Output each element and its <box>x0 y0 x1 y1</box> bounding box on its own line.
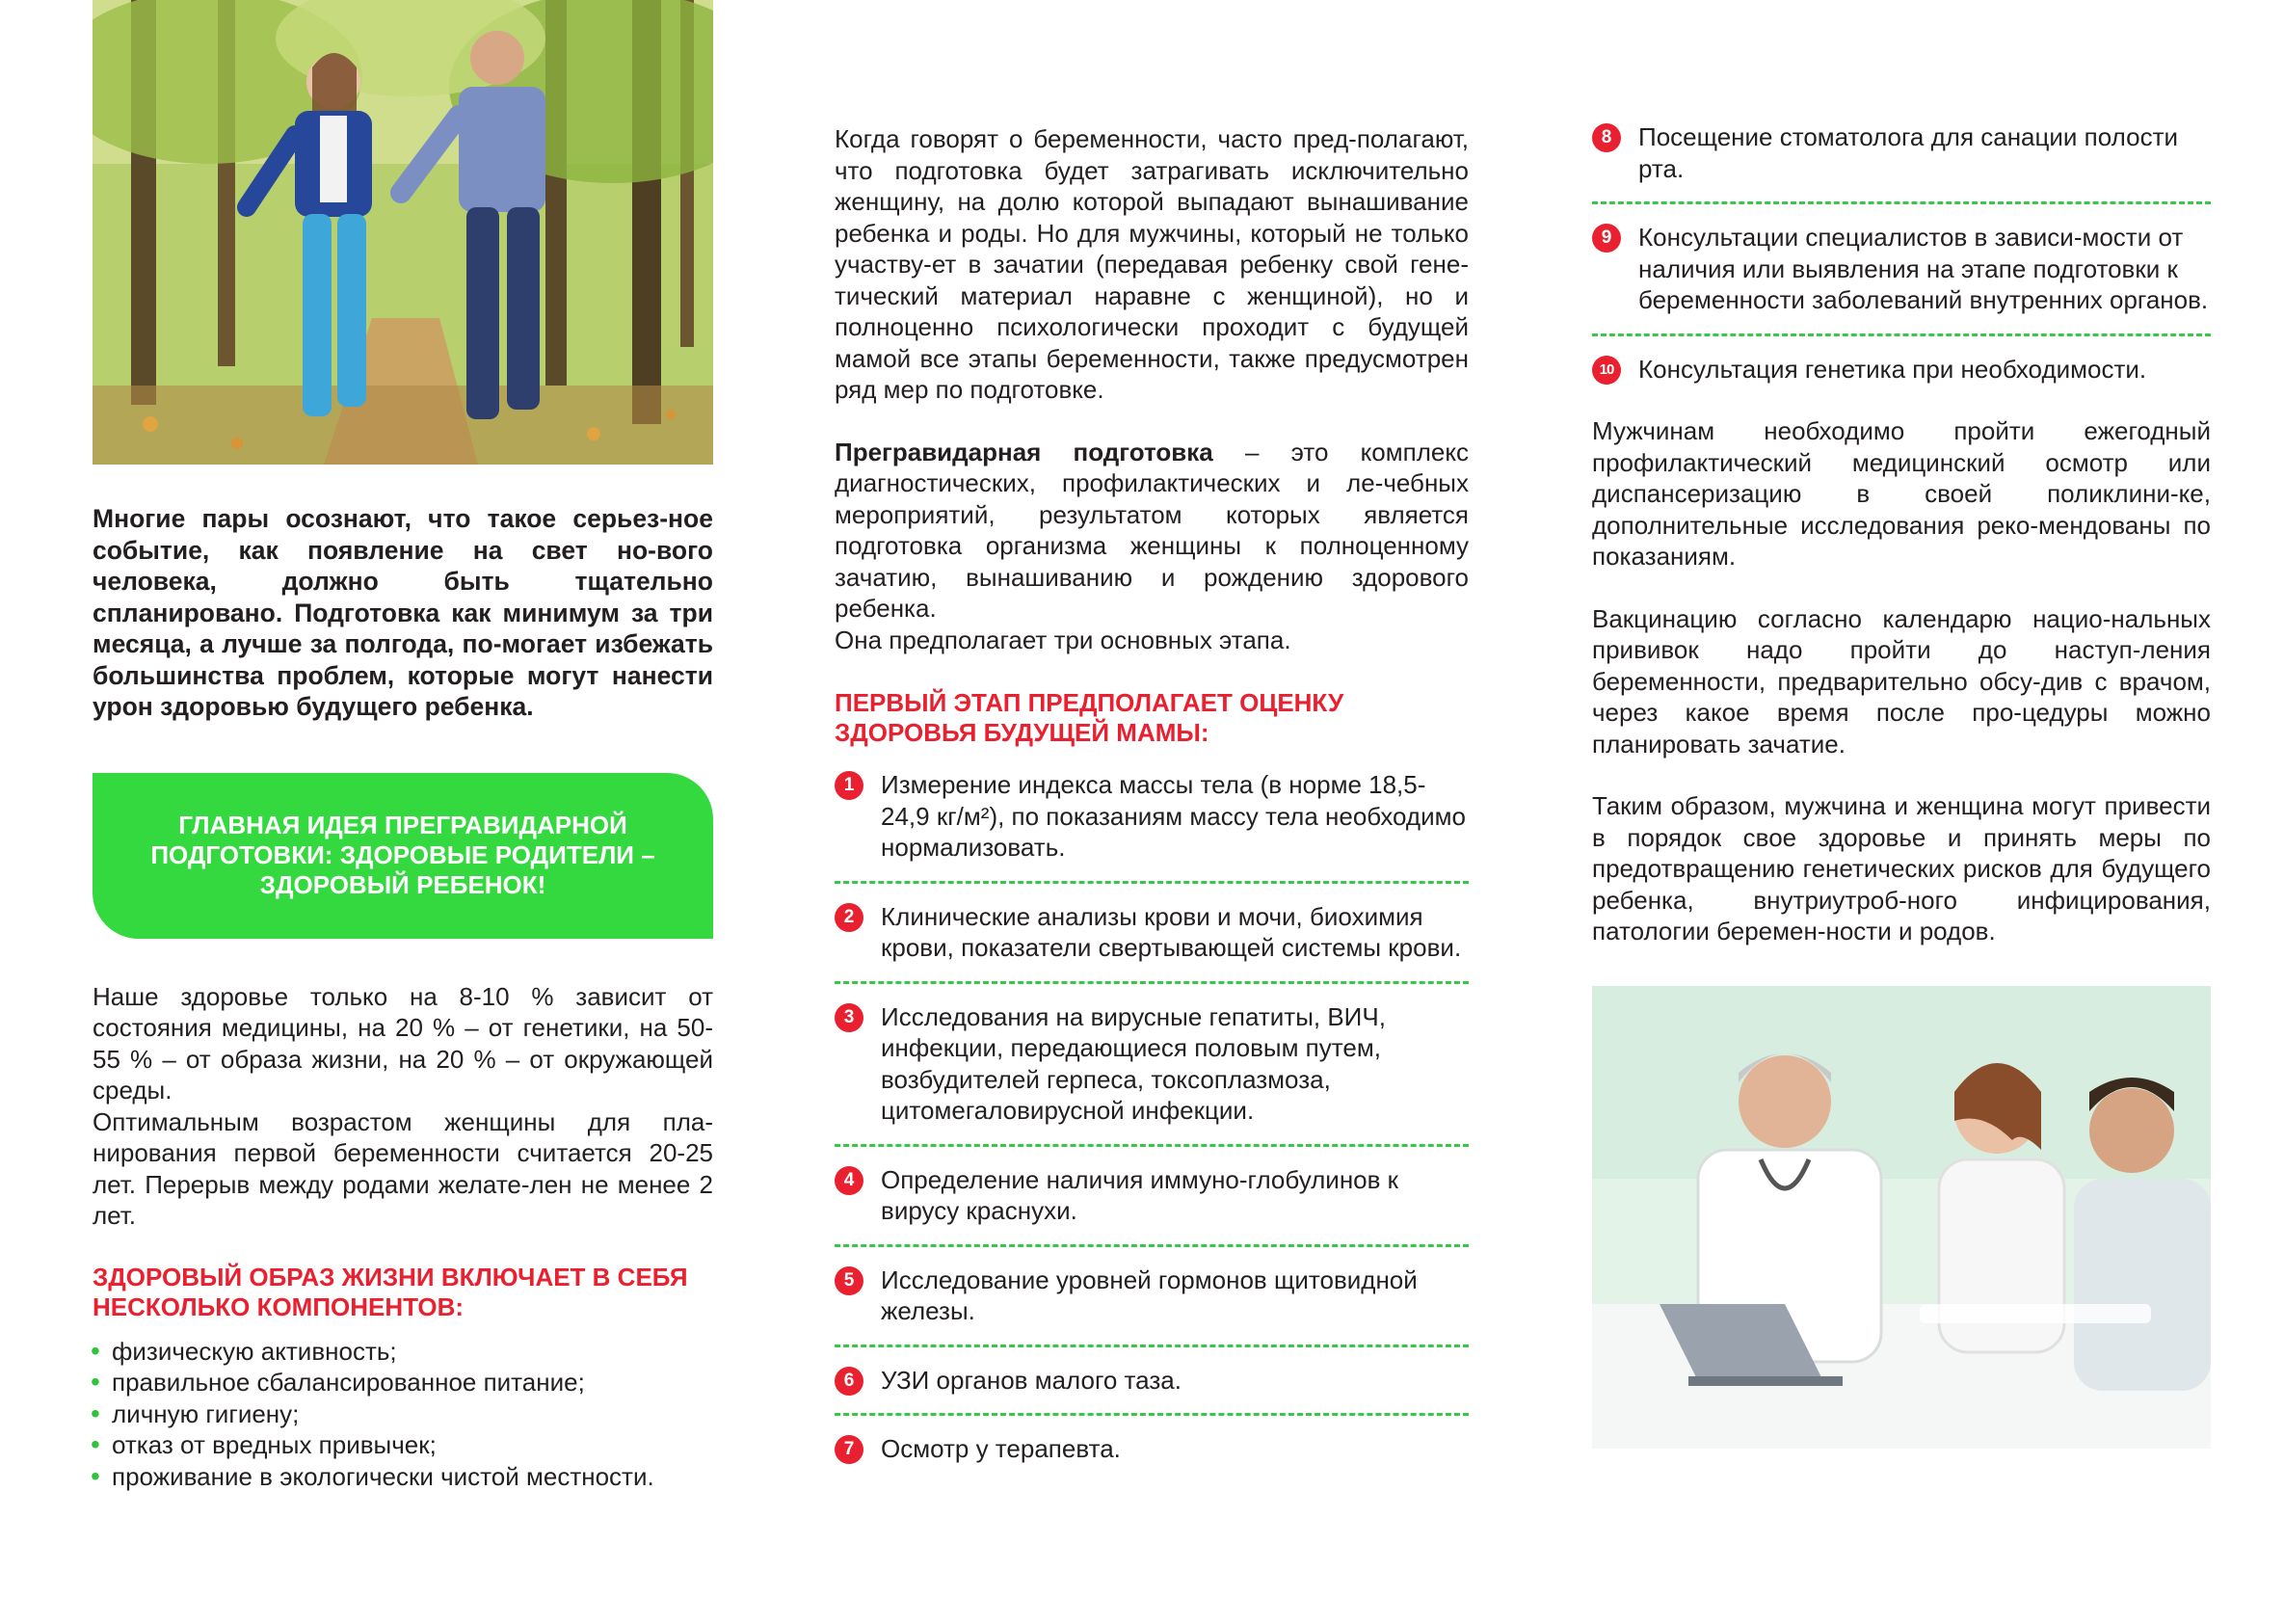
optimal-age-text: Оптимальным возрастом женщины для пла-нирования первой беременности считается 20-25 лет. Перерыв между родами желате-лен не менее 2 лет. <box>93 1106 713 1230</box>
dashed-divider <box>835 1344 1469 1347</box>
list-item: • проживание в экологически чистой местности. <box>93 1461 713 1493</box>
number-badge: 1 <box>835 771 863 800</box>
number-badge: 8 <box>1592 123 1621 152</box>
dashed-divider <box>835 1413 1469 1416</box>
list-item <box>835 1164 1469 1227</box>
list-item <box>835 1365 1469 1397</box>
list-item <box>835 1001 1469 1127</box>
dashed-divider <box>835 981 1469 984</box>
stages-text: Она предполагает три основных этапа. <box>835 625 1291 654</box>
list-item: • личную гигиену; <box>93 1398 713 1430</box>
number-badge: 10 <box>1592 356 1621 385</box>
list-item: • физическую активность; <box>93 1336 713 1368</box>
list-item <box>835 1265 1469 1327</box>
pregravid-definition <box>835 437 1469 625</box>
number-badge: 6 <box>835 1367 863 1396</box>
list-item <box>835 769 1469 864</box>
list-item <box>1592 354 2211 386</box>
list-item-text: Консультация генетика при необходимости. <box>1638 354 2147 384</box>
vaccination-text: Вакцинацию согласно календарю нацио-нальных прививок надо пройти до наступ-ления беременности, предварительно обсу-див с врачом, через какое время после про-цедуры можно планировать зачатие. <box>1592 603 2211 759</box>
conclusion-text: Таким образом, мужчина и женщина могут привести в порядок свое здоровье и принять меры по предотвращению генетических рисков для будущего ребенка, внутриутроб-ного инфицирования, патологии беремен-ности и родов. <box>1592 791 2211 945</box>
lifestyle-list <box>93 1336 713 1493</box>
main-idea-callout <box>93 773 713 939</box>
list-item: • отказ от вредных привычек; <box>93 1429 713 1461</box>
number-badge: 4 <box>835 1166 863 1195</box>
number-badge: 5 <box>835 1266 863 1295</box>
list-item-text: Осмотр у терапевта. <box>881 1434 1121 1463</box>
definition-body: – это комплекс диагностических, профилактических и ле-чебных мероприятий, результатом которых является подготовка организма женщины к полноценному зачатию, вынашиванию и рождению здорового ребенка. <box>835 437 1469 623</box>
list-item-text: Измерение индекса массы тела (в норме 18,5-24,9 кг/м²), по показаниям массу тела необходимо нормализовать. <box>881 770 1466 862</box>
list-item <box>835 1433 1469 1465</box>
dashed-divider <box>835 1144 1469 1147</box>
couple-park-photo <box>93 0 713 465</box>
lifestyle-heading: ЗДОРОВЫЙ ОБРАЗ ЖИЗНИ ВКЛЮЧАЕТ В СЕБЯ НЕСКОЛЬКО КОМПОНЕНТОВ: <box>93 1262 688 1321</box>
list-item-text: УЗИ органов малого таза. <box>881 1365 1182 1395</box>
definition-term: Прегравидарная подготовка <box>835 437 1213 466</box>
number-badge: 2 <box>835 903 863 932</box>
list-item <box>835 901 1469 964</box>
column-right <box>1592 121 2211 1449</box>
list-item-text: Посещение стоматолога для санации полости рта. <box>1638 122 2179 183</box>
dashed-divider <box>1592 201 2211 204</box>
list-item-text: Исследования на вирусные гепатиты, ВИЧ, инфекции, передающиеся половым путем, возбудителей герпеса, токсоплазмоза, цитомегаловирусной инфекции. <box>881 1001 1386 1125</box>
men-checkup-text: Мужчинам необходимо пройти ежегодный профилактический медицинский осмотр или диспансеризацию в своей поликлини-ке, дополнительные исследования реко-мендованы по показаниям. <box>1592 416 2211 571</box>
intro-text: Когда говорят о беременности, часто пред-полагают, что подготовка будет затрагивать исключительно женщину, на долю которой выпадают вынашивание ребенка и роды. Но для мужчины, который не только участву-ет в зачатии (передавая ребенку свой гене-тический материал наравне с женщиной), но и полноценно психологически проходит с будущей мамой все этапы беременности, также предусмотрен ряд мер по подготовке. <box>835 124 1469 404</box>
dashed-divider <box>1592 333 2211 336</box>
list-item-text: Консультации специалистов в зависи-мости от наличия или выявления на этапе подготовки к беременности заболеваний внутренних органов. <box>1638 223 2209 314</box>
list-item <box>1592 121 2211 184</box>
first-stage-heading: ПЕРВЫЙ ЭТАП ПРЕДПОЛАГАЕТ ОЦЕНКУ ЗДОРОВЬЯ БУДУЩЕЙ МАМЫ: <box>835 688 1344 747</box>
callout-text: ГЛАВНАЯ ИДЕЯ ПРЕГРАВИДАРНОЙ ПОДГОТОВКИ: ЗДОРОВЫЕ РОДИТЕЛИ – ЗДОРОВЫЙ РЕБЕНОК! <box>150 811 655 899</box>
list-item-text: Исследование уровней гормонов щитовидной железы. <box>881 1265 1418 1325</box>
doctor-illustration <box>1592 986 2211 1449</box>
list-item-text: Определение наличия иммуно-глобулинов к вирусу краснухи. <box>881 1164 1399 1225</box>
continued-list <box>1592 121 2211 385</box>
list-item: • правильное сбалансированное питание; <box>93 1367 713 1398</box>
column-middle <box>835 123 1469 1465</box>
number-badge: 9 <box>1592 224 1621 253</box>
column-left <box>93 0 713 1492</box>
doctor-consult-photo <box>1592 986 2211 1449</box>
dashed-divider <box>835 881 1469 884</box>
health-factors-text: Наше здоровье только на 8-10 % зависит от состояния медицины, на 20 % – от генетики, на 50-55 % – от образа жизни, на 20 % – от окружающей среды. <box>93 981 713 1105</box>
number-badge: 7 <box>835 1435 863 1464</box>
park-illustration <box>93 0 713 465</box>
list-item-text: Клинические анализы крови и мочи, биохимия крови, показатели свертывающей системы крови. <box>881 901 1462 962</box>
dashed-divider <box>835 1244 1469 1247</box>
first-stage-list <box>835 769 1469 1465</box>
intro-lead: Многие пары осознают, что такое серьез-ное событие, как появление на свет но-вого человека, должно быть тщательно спланировано. Подготовка как минимум за три месяца, а лучше за полгода, по-могает избежать большинства проблем, которые могут нанести урон здоровью будущего ребенка. <box>93 504 713 721</box>
list-item <box>1592 222 2211 316</box>
number-badge: 3 <box>835 1003 863 1032</box>
